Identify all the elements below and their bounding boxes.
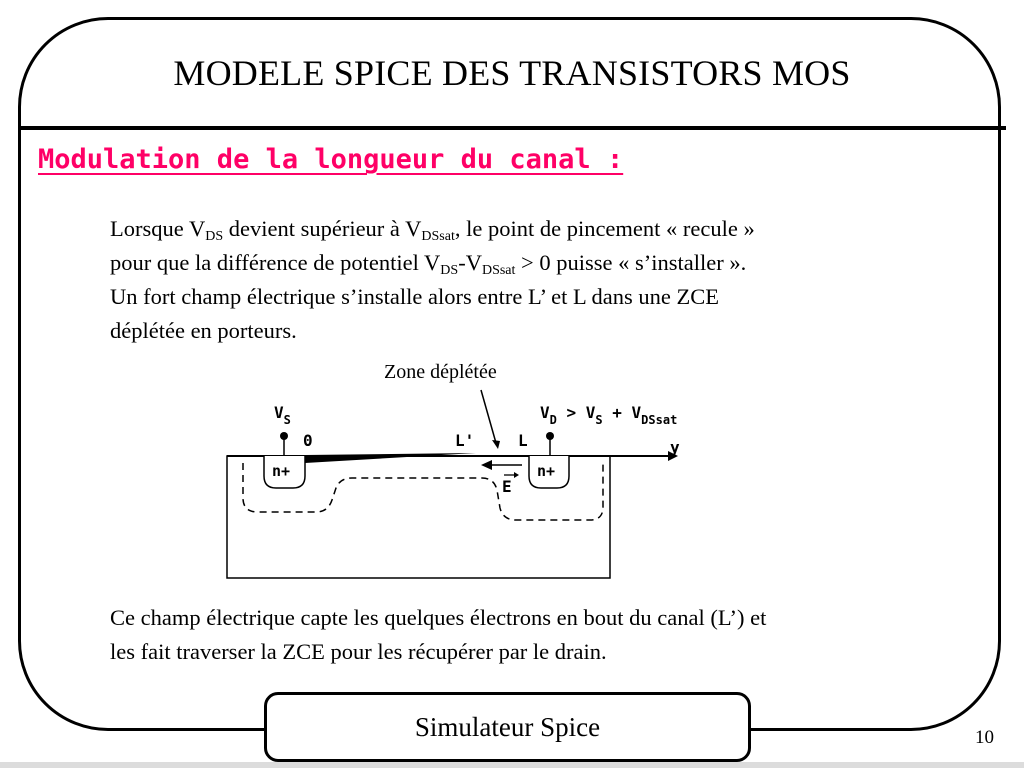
subscript: S (595, 413, 603, 427)
n-plus-drain-label: n+ (537, 462, 556, 480)
y-axis-label: y (670, 438, 680, 457)
conclusion-line-2: les fait traverser la ZCE pour les récupérer par le drain. (110, 639, 607, 664)
intro-line-4: déplétée en porteurs. (110, 318, 297, 343)
text-run: , le point de pincement « recule » (454, 216, 755, 241)
l-label: L (518, 431, 528, 450)
text-run: V (274, 403, 284, 422)
e-vector-tip (514, 472, 519, 478)
zone-label: Zone déplétée (384, 361, 497, 383)
n-plus-source-label: n+ (272, 462, 291, 480)
zone-pointer-line (481, 390, 496, 443)
conclusion-paragraph (110, 601, 970, 669)
text-run: + V (602, 403, 642, 422)
text-run: devient supérieur à V (223, 216, 422, 241)
drain-pin-dot (546, 432, 554, 440)
slide-title: MODELE SPICE DES TRANSISTORS MOS (173, 53, 851, 93)
page-number: 10 (975, 727, 994, 748)
footer-label: Simulateur Spice (414, 711, 601, 742)
source-pin-dot (280, 432, 288, 440)
source-voltage-label (274, 403, 291, 427)
subscript: D (549, 413, 557, 427)
footer-box (264, 692, 751, 762)
text-run: pour que la différence de potentiel V (110, 250, 441, 275)
origin-label: 0 (303, 431, 313, 450)
subscript: DSsat (481, 263, 516, 278)
text-run: > 0 puisse « s’installer ». (515, 250, 747, 275)
zone-pointer-arrowhead (492, 440, 500, 449)
text-run: > V (556, 403, 596, 422)
inversion-channel (305, 453, 476, 463)
subscript: S (283, 413, 291, 427)
l-prime-label: L' (455, 431, 475, 450)
e-field-arrowhead (481, 460, 492, 470)
subscript: DSsat (641, 413, 678, 427)
text-run: Lorsque V (110, 216, 206, 241)
intro-line-3: Un fort champ électrique s’installe alors entre L’ et L dans une ZCE (110, 284, 719, 309)
section-heading: Modulation de la longueur du canal : (38, 144, 624, 175)
conclusion-line-1: Ce champ électrique capte les quelques électrons en bout du canal (L’) et (110, 605, 767, 630)
e-field-label: E (502, 477, 512, 496)
subscript: DS (205, 229, 224, 244)
drain-voltage-label (540, 403, 677, 427)
subscript: DSsat (421, 229, 455, 244)
subscript: DS (440, 263, 459, 278)
bottom-band (0, 762, 1024, 768)
text-run: V (540, 403, 550, 422)
text-run: -V (458, 250, 482, 275)
